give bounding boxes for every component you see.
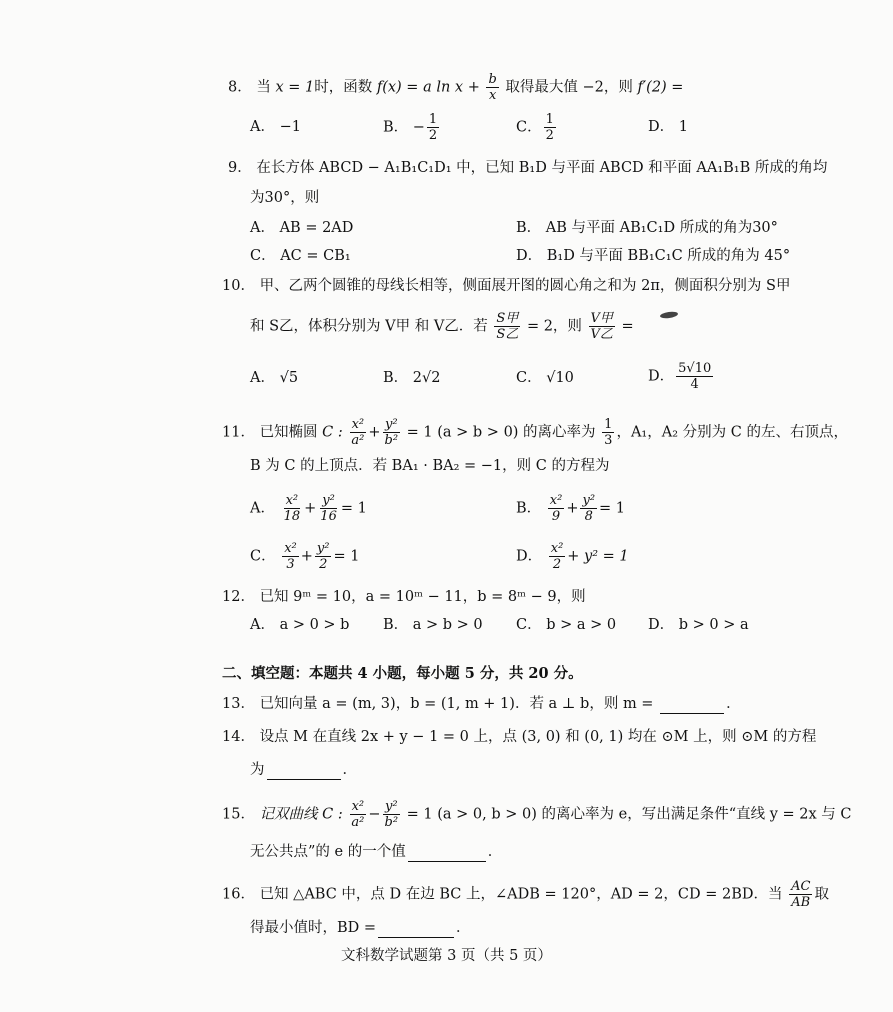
question-number: 14．: [222, 729, 255, 745]
question-number: 12．: [222, 589, 255, 605]
q9-option-a: A． AB = 2AD: [250, 220, 354, 236]
q10-option-d: D． $\frac{5√10}{4}$: [648, 361, 712, 392]
answer-blank: [660, 699, 724, 714]
question-9-stem: 9． 在长方体 ABCD − A₁B₁C₁D₁ 中，已知 B₁D 与平面 ABCD 和平面 AA₁B₁B 所成的角均: [228, 160, 828, 176]
question-10-stem-cont: 和 S乙，体积分别为 V甲 和 V乙．若 $\frac{\text{S甲}}{\text{S乙}}$ = 2，则 $\frac{\text{V甲}}{\text{V乙}}$ =: [250, 311, 634, 342]
question-14-stem-cont: 为 ．: [250, 762, 357, 778]
section-2-heading: 二、填空题：本题共 4 小题，每小题 5 分，共 20 分。: [222, 665, 583, 682]
question-number: 9．: [228, 160, 252, 176]
q12-option-d: D． b > 0 > a: [648, 617, 749, 633]
question-15-stem-cont: 无公共点”的 e 的一个值 ．: [250, 844, 503, 860]
page-footer: 文科数学试题第 3 页（共 5 页）: [341, 948, 552, 964]
q8-option-c: C． $\frac{1}{2}$: [516, 112, 554, 143]
question-16-stem: 16． 已知 △ABC 中，点 D 在边 BC 上，∠ADB = 120°，AD = 2，CD = 2BD．当 $\frac{AC}{AB}$ 取: [222, 879, 829, 910]
q11-option-c: C． $\frac{\text{x²}}{3}$ + $\frac{\text{y²}}{2}$ = 1: [250, 541, 360, 572]
question-number: 15．: [222, 806, 255, 823]
question-14-stem: 14． 设点 M 在直线 2x + y − 1 = 0 上，点 (3, 0) 和 (0, 1) 均在 ⊙M 上，则 ⊙M 的方程: [222, 729, 817, 745]
question-number: 16．: [222, 886, 255, 903]
q9-option-b: B． AB 与平面 AB₁C₁D 所成的角为30°: [516, 220, 778, 236]
question-12-stem: 12． 已知 9ᵐ = 10，a = 10ᵐ − 11，b = 8ᵐ − 9，则: [222, 589, 586, 605]
q8-option-d: D． 1: [648, 119, 688, 135]
q11-option-a: A． $\frac{\text{x²}}{18}$ + $\frac{\text{y²}}{16}$ = 1: [250, 493, 367, 524]
question-10-stem: 10． 甲、乙两个圆锥的母线长相等，侧面展开图的圆心角之和为 2π，侧面积分别为 S甲: [222, 278, 791, 294]
q10-option-b: B． 2√2: [383, 370, 441, 386]
question-number: 13．: [222, 696, 255, 712]
q8-option-a: A． −1: [250, 119, 301, 135]
q12-option-b: B． a > b > 0: [383, 617, 483, 633]
answer-blank: [408, 847, 486, 862]
fraction-b-over-x: $\frac{b}{x}$: [488, 72, 497, 103]
question-8-stem: 8． 当 x = 1时，函数 f(x) = a ln x + $\frac{b}{x}$ 取得最大值 −2，则 f′(2) =: [228, 72, 684, 103]
question-number: 11．: [222, 424, 255, 441]
question-11-stem: 11． 已知椭圆 C : $\frac{\text{x²}}{\text{a²}}$ + $\frac{\text{y²}}{\text{b²}}$ = 1 (a > b > 0) 的离心率为 $\frac{1}{3}$ ，A₁，A₂ 分别为 C 的左、右顶点，: [222, 417, 848, 448]
answer-blank: [378, 923, 454, 938]
q10-option-a: A． √5: [250, 370, 299, 386]
q11-option-b: B． $\frac{\text{x²}}{9}$ + $\frac{\text{y²}}{8}$ = 1: [516, 493, 626, 524]
question-number: 8．: [228, 79, 252, 96]
question-11-stem-cont: B 为 C 的上顶点．若 BA₁ · BA₂ = −1，则 C 的方程为: [250, 458, 610, 474]
question-9-stem-cont: 为30°，则: [250, 190, 320, 206]
question-16-stem-cont: 得最小值时，BD = ．: [250, 920, 471, 936]
ink-smudge: [660, 311, 679, 319]
answer-blank: [267, 765, 341, 780]
q9-option-c: C． AC = CB₁: [250, 248, 351, 264]
question-number: 10．: [222, 278, 255, 294]
q8-option-b: B． − $\frac{1}{2}$: [383, 112, 438, 143]
q9-option-d: D． B₁D 与平面 BB₁C₁C 所成的角为 45°: [516, 248, 791, 264]
q11-option-d: D． $\frac{\text{x²}}{2}$ + y² = 1: [516, 541, 629, 572]
q12-option-a: A． a > 0 > b: [250, 617, 350, 633]
q12-option-c: C． b > a > 0: [516, 617, 617, 633]
question-13: 13． 已知向量 a = (m, 3)，b = (1, m + 1)．若 a ⊥ b，则 m = ．: [222, 696, 741, 712]
q10-option-c: C． √10: [516, 370, 574, 386]
question-15-stem: 15． 记双曲线 C : $\frac{\text{x²}}{\text{a²}}$ − $\frac{\text{y²}}{\text{b²}}$ = 1 (a > 0, b > 0) 的离心率为 e，写出满足条件“直线 y = 2x 与 C: [222, 799, 852, 830]
